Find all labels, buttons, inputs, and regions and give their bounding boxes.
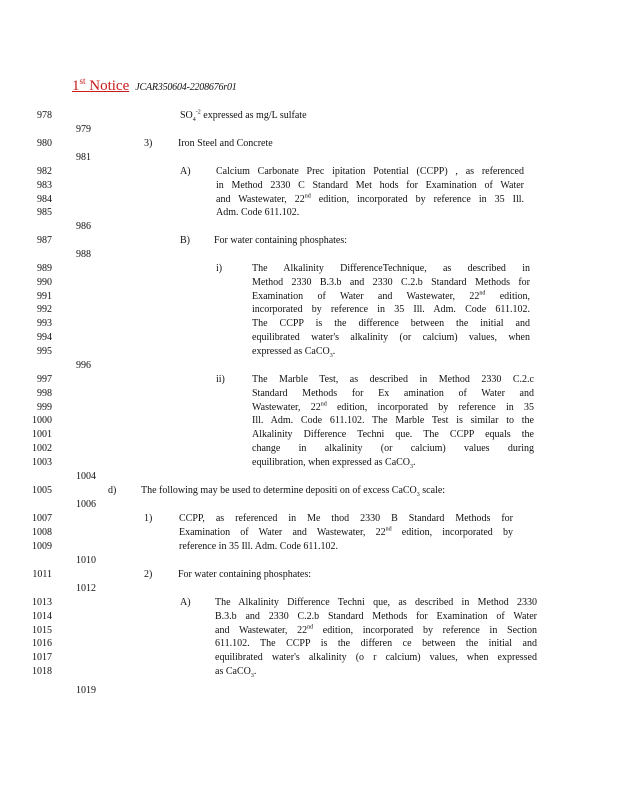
line-number: 993 bbox=[37, 318, 52, 330]
line-number: 1015 bbox=[32, 624, 52, 636]
item-heading: The following may be used to determine depositi on of excess CaCO$_3$ scale: bbox=[141, 485, 446, 498]
text-row: equilibrated water's alkalinity (or calcium) values, when bbox=[252, 331, 530, 343]
line-number: 1007 bbox=[32, 513, 52, 524]
text-row: Ill. Adm. Code 611.102. The Marble Test is similar to the bbox=[252, 415, 534, 427]
sulfate-line: $SO_4^{-2}$ expressed as mg/L sulfate bbox=[180, 109, 307, 123]
text-row: and Wastewater, 22nd edition, incorporated by reference in 35 Ill. bbox=[216, 193, 525, 205]
line-number: 996 bbox=[76, 359, 91, 371]
text-row: Examination of Water and Wastewater, 22nd edition, incorporated by bbox=[179, 526, 514, 538]
line-number: 1013 bbox=[32, 597, 52, 608]
line-number: 1008 bbox=[32, 526, 52, 538]
line-number: 1004 bbox=[76, 470, 96, 482]
line-number: 984 bbox=[37, 193, 52, 205]
line-number: 1006 bbox=[76, 499, 96, 510]
line-number: 981 bbox=[76, 152, 91, 163]
text-row: The Alkalinity DifferenceTechnique, as described in bbox=[252, 263, 530, 274]
line-number: 995 bbox=[37, 345, 52, 357]
item-label: 2) bbox=[144, 569, 153, 580]
line-number: 1016 bbox=[32, 638, 52, 650]
item-label: 3) bbox=[144, 138, 153, 149]
text-row: Wastewater, 22nd edition, incorporated by reference in 35 bbox=[252, 401, 534, 413]
line-number: 986 bbox=[76, 221, 91, 232]
subitem-label: B) bbox=[180, 235, 190, 246]
subitem-heading: For water containing phosphates: bbox=[214, 235, 348, 246]
text-row: as CaCO$_3$. bbox=[215, 665, 257, 679]
paragraph-marble-test bbox=[252, 373, 534, 470]
line-number: 979 bbox=[76, 124, 91, 135]
line-number: 1001 bbox=[32, 429, 52, 441]
line-number: 1010 bbox=[76, 555, 96, 566]
text-row: incorporated by reference in 35 Ill. Adm. Code 611.102. bbox=[252, 304, 530, 316]
line-number: 987 bbox=[37, 235, 52, 246]
text-row: Calcium Carbonate Prec ipitation Potential (CCPP) , as referenced bbox=[216, 166, 524, 177]
line-number: 990 bbox=[37, 276, 52, 288]
subitem-label: A) bbox=[180, 597, 191, 608]
line-number: 999 bbox=[37, 401, 52, 413]
text-row: expressed as CaCO$_3$. bbox=[252, 345, 336, 359]
subitem-label: i) bbox=[216, 263, 223, 274]
line-number: 980 bbox=[37, 138, 52, 149]
text-row: The CCPP is the difference between the initial and bbox=[252, 318, 530, 330]
paragraph-alkalinity bbox=[252, 262, 530, 359]
text-row: equilibration, when expressed as CaCO$_3$. bbox=[252, 456, 416, 470]
text-row: B.3.b and 2330 C.2.b Standard Methods for Examination of Water bbox=[215, 610, 537, 622]
text-row: reference in 35 Ill. Adm. Code 611.102. bbox=[179, 540, 339, 552]
text-row: and Wastewater, 22nd edition, incorporated by reference in Section bbox=[215, 624, 537, 636]
text-row: Alkalinity Difference Techni que. The CCPP equals the bbox=[252, 429, 534, 441]
paragraph-ccpp bbox=[216, 165, 524, 220]
text-row: CCPP, as referenced in Me thod 2330 B Standard Methods for bbox=[179, 513, 513, 524]
line-number: 1003 bbox=[32, 456, 52, 468]
line-number: 992 bbox=[37, 304, 52, 316]
line-number: 1017 bbox=[32, 652, 52, 664]
text-row: The Alkalinity Difference Techni que, as described in Method 2330 bbox=[215, 597, 537, 608]
paragraph-alkalinity-difference bbox=[215, 596, 537, 679]
line-number: 1000 bbox=[32, 415, 52, 427]
line-number: 997 bbox=[37, 374, 52, 385]
line-number: 1012 bbox=[76, 583, 96, 594]
item-label: 1) bbox=[144, 513, 153, 524]
line-number: 989 bbox=[37, 263, 52, 274]
subitem-label: A) bbox=[180, 166, 191, 177]
line-number: 1011 bbox=[32, 569, 52, 580]
text-row: in Method 2330 C Standard Met hods for Examination of Water bbox=[216, 179, 524, 191]
line-number: 1002 bbox=[32, 443, 52, 454]
line-number: 982 bbox=[37, 166, 52, 177]
line-number: 1018 bbox=[32, 666, 52, 677]
text-row: The Marble Test, as described in Method 2330 C.2.c bbox=[252, 374, 534, 385]
text-row: Standard Methods for Ex amination of Water and bbox=[252, 387, 534, 399]
line-number: 998 bbox=[37, 387, 52, 399]
line-number: 1014 bbox=[32, 610, 52, 622]
text-row: Adm. Code 611.102. bbox=[216, 207, 300, 219]
line-number: 983 bbox=[37, 179, 52, 191]
line-number: 1005 bbox=[32, 485, 52, 496]
notice-header bbox=[72, 76, 237, 95]
line-number: 988 bbox=[76, 249, 91, 260]
line-number: 1019 bbox=[76, 685, 96, 696]
item-heading: Iron Steel and Concrete bbox=[178, 138, 273, 149]
line-number: 978 bbox=[37, 110, 52, 121]
item-label: d) bbox=[108, 485, 117, 496]
text-row: 611.102. The CCPP is the differen ce between the initial and bbox=[215, 638, 537, 650]
text-row: Examination of Water and Wastewater, 22nd edition, bbox=[252, 290, 530, 302]
text-row: equilibrated water's alkalinity (o r calcium) values, when expressed bbox=[215, 652, 537, 664]
line-number: 985 bbox=[37, 207, 52, 219]
line-number: 991 bbox=[37, 290, 52, 302]
text-row: change in alkalinity (or calcium) values during bbox=[252, 442, 534, 454]
line-number: 994 bbox=[37, 332, 52, 343]
first-notice-label: 1st Notice bbox=[72, 76, 130, 94]
item-heading: For water containing phosphates: bbox=[178, 569, 312, 580]
paragraph-ccpp-method bbox=[179, 512, 513, 553]
text-row: Method 2330 B.3.b and 2330 C.2.b Standard Methods for bbox=[252, 276, 530, 288]
subitem-label: ii) bbox=[216, 374, 225, 385]
jcar-code: JCAR350604-2208676r01 bbox=[135, 82, 237, 93]
line-number: 1009 bbox=[32, 540, 52, 552]
